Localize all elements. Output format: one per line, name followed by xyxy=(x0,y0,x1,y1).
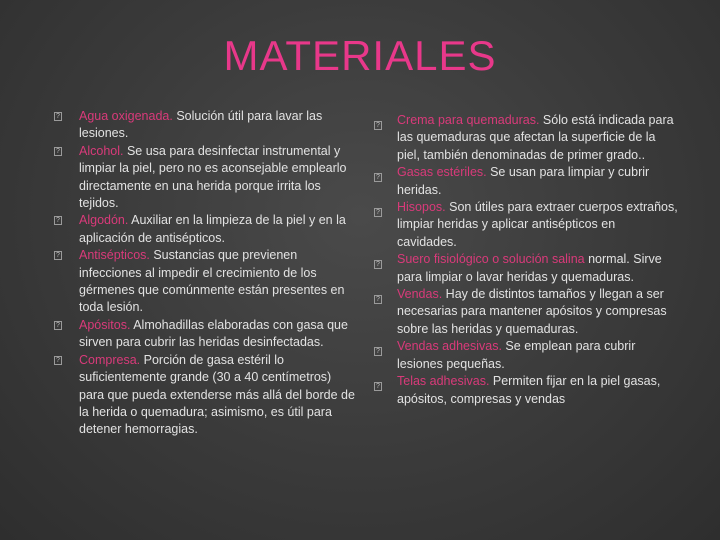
checkbox-bullet-icon: ? xyxy=(374,295,382,304)
item-term: Crema para quemaduras. xyxy=(397,113,540,127)
list-item xyxy=(56,108,355,143)
item-description: Auxiliar en la limpieza de la piel y en la aplicación de antisépticos. xyxy=(79,213,346,245)
checkbox-bullet-icon: ? xyxy=(54,251,62,260)
list-item xyxy=(378,373,678,408)
list-item xyxy=(378,164,678,199)
item-description: Solución útil para lavar las lesiones. xyxy=(79,109,323,141)
item-term: Vendas adhesivas. xyxy=(397,339,502,354)
item-term: Telas adhesivas. xyxy=(397,374,490,389)
checkbox-bullet-icon: ? xyxy=(374,382,382,391)
checkbox-bullet-icon: ? xyxy=(54,321,62,330)
item-term: Algodón. xyxy=(79,213,129,228)
item-term: Antisépticos. xyxy=(79,248,150,263)
checkbox-bullet-icon: ? xyxy=(54,147,62,156)
item-description: Se emplean para cubrir lesiones pequeñas. xyxy=(397,339,636,371)
checkbox-bullet-icon: ? xyxy=(54,216,62,225)
checkbox-bullet-icon: ? xyxy=(374,260,382,269)
item-term: Vendas. xyxy=(397,287,443,302)
item-term: Alcohol. xyxy=(79,143,124,158)
item-term: Hisopos. xyxy=(397,200,446,215)
list-item xyxy=(56,247,355,317)
item-term: Gasas estériles. xyxy=(397,165,487,180)
right-bullet-list xyxy=(378,112,678,408)
left-bullet-list xyxy=(56,108,355,439)
list-item xyxy=(378,251,678,286)
item-description: Almohadillas elaboradas con gasa que sirven para cubrir las heridas desinfectadas. xyxy=(79,317,348,350)
checkbox-bullet-icon: ? xyxy=(374,208,382,217)
list-item xyxy=(56,352,355,439)
list-item xyxy=(378,338,678,373)
slide-title: MATERIALES xyxy=(223,32,497,79)
checkbox-bullet-icon: ? xyxy=(54,356,62,365)
item-term: Compresa. xyxy=(79,352,141,367)
item-term: Suero fisiológico o solución salina xyxy=(397,252,585,267)
item-description: Sólo está indicada para las quemaduras que afectan la superficie de la piel, también denominadas de primer grado.. xyxy=(397,113,674,162)
list-item xyxy=(378,286,678,338)
item-description: Porción de gasa estéril lo suficientemente grande (30 a 40 centímetros) para que pueda extenderse más allá del borde de la herida o quemadura; asimismo, es útil para detener hemorragias. xyxy=(79,352,355,437)
list-item xyxy=(378,199,678,251)
list-item xyxy=(56,317,355,352)
checkbox-bullet-icon: ? xyxy=(374,347,382,356)
checkbox-bullet-icon: ? xyxy=(54,112,62,121)
list-item xyxy=(378,112,678,164)
item-description: Hay de distintos tamaños y llegan a ser necesarias para mantener apósitos y compresas sobre las heridas y quemaduras. xyxy=(397,287,667,336)
item-description: Se usan para limpiar y cubrir heridas. xyxy=(397,165,650,197)
item-description: normal. Sirve para limpiar o lavar heridas y quemaduras. xyxy=(397,252,662,284)
item-description: Permiten fijar en la piel gasas, apósitos, compresas y vendas xyxy=(397,374,661,406)
checkbox-bullet-icon: ? xyxy=(374,173,382,182)
item-term: Agua oxigenada. xyxy=(79,109,173,123)
checkbox-bullet-icon: ? xyxy=(374,121,382,130)
item-term: Apósitos. xyxy=(79,317,131,332)
item-description: Sustancias que previenen infecciones al impedir el crecimiento de los gérmenes que comúnmente están presentes en toda lesión. xyxy=(79,248,345,315)
list-item xyxy=(56,212,355,247)
list-item xyxy=(56,143,355,213)
item-description: Son útiles para extraer cuerpos extraños, limpiar heridas y aplicar antisépticos en cavidades. xyxy=(397,200,678,249)
item-description: Se usa para desinfectar instrumental y limpiar la piel, pero no es aconsejable emplearlo directamente en una herida porque irrita los tejidos. xyxy=(79,143,347,211)
